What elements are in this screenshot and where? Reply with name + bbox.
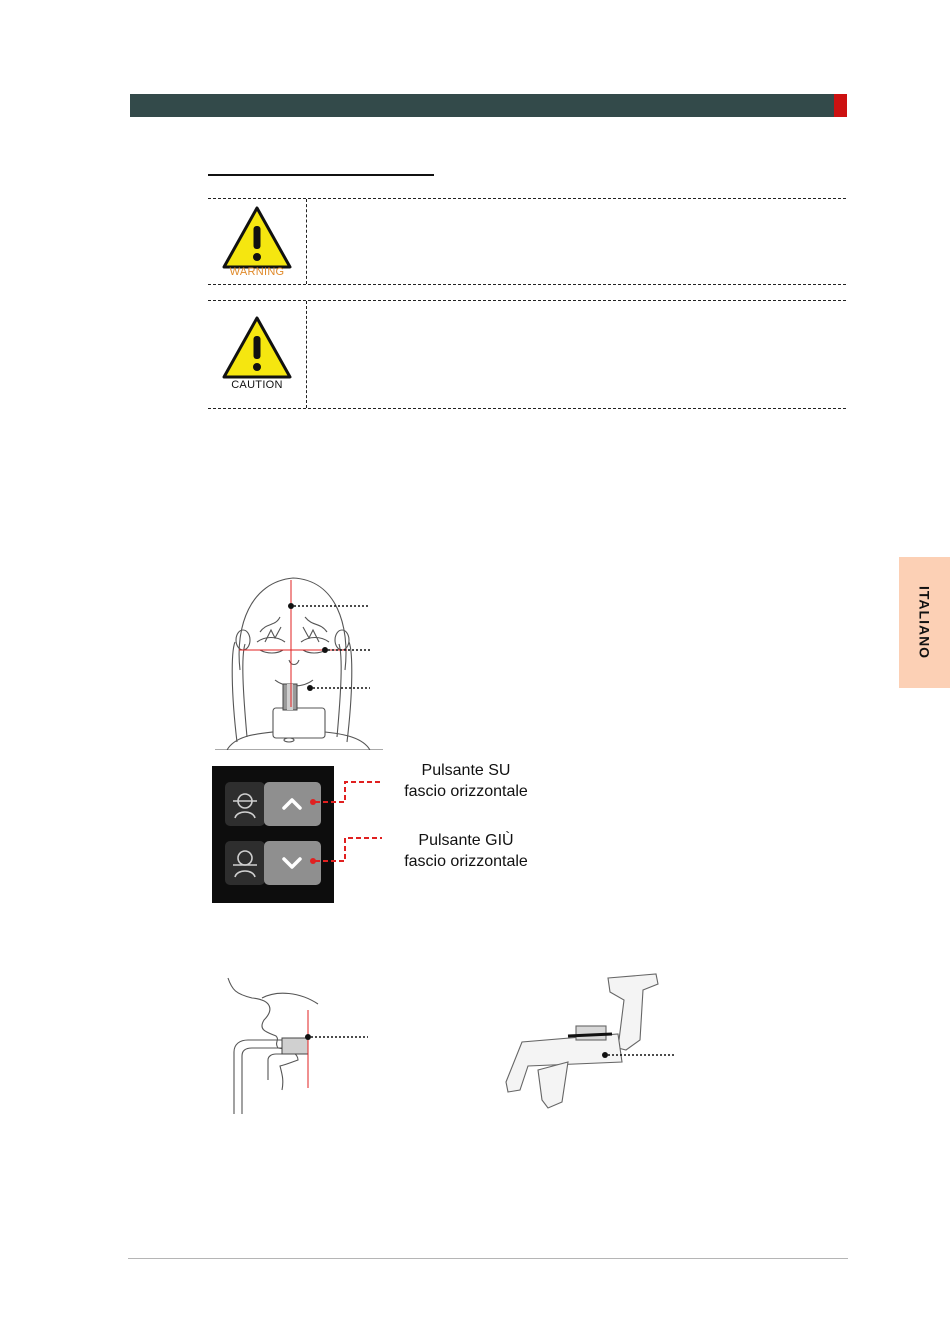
language-tab[interactable] bbox=[899, 557, 950, 688]
beam-down-caption-line2: fascio orizzontale bbox=[404, 853, 528, 870]
section-title-underline bbox=[208, 174, 434, 176]
caution-notice bbox=[208, 300, 846, 409]
beam-up-caption bbox=[381, 760, 551, 802]
bite-block-illustration bbox=[498, 970, 678, 1115]
footer-rule bbox=[128, 1258, 848, 1259]
header-accent bbox=[834, 94, 847, 117]
beam-down-caption-line1: Pulsante GIÙ bbox=[418, 832, 514, 849]
warning-triangle-icon bbox=[221, 205, 293, 271]
caution-label: CAUTION bbox=[231, 379, 283, 391]
beam-up-caption-line1: Pulsante SU bbox=[421, 762, 511, 779]
warning-notice bbox=[208, 198, 846, 285]
profile-face-illustration bbox=[222, 970, 372, 1118]
face-up-icon-tile bbox=[225, 782, 265, 826]
beam-down-caption bbox=[381, 830, 551, 872]
warning-label: WARNING bbox=[229, 266, 285, 278]
face-down-icon bbox=[225, 841, 265, 885]
beam-up-caption-line2: fascio orizzontale bbox=[404, 783, 528, 800]
frontal-face-illustration bbox=[205, 572, 385, 750]
panel-leader-lines bbox=[300, 770, 390, 870]
caution-triangle-icon bbox=[221, 315, 293, 381]
warning-icon-cell bbox=[208, 199, 307, 284]
caution-icon-cell bbox=[208, 301, 307, 408]
face-down-icon-tile bbox=[225, 841, 265, 885]
face-up-icon bbox=[225, 782, 265, 826]
language-tab-label: ITALIANO bbox=[916, 585, 933, 660]
header-bar bbox=[130, 94, 847, 117]
